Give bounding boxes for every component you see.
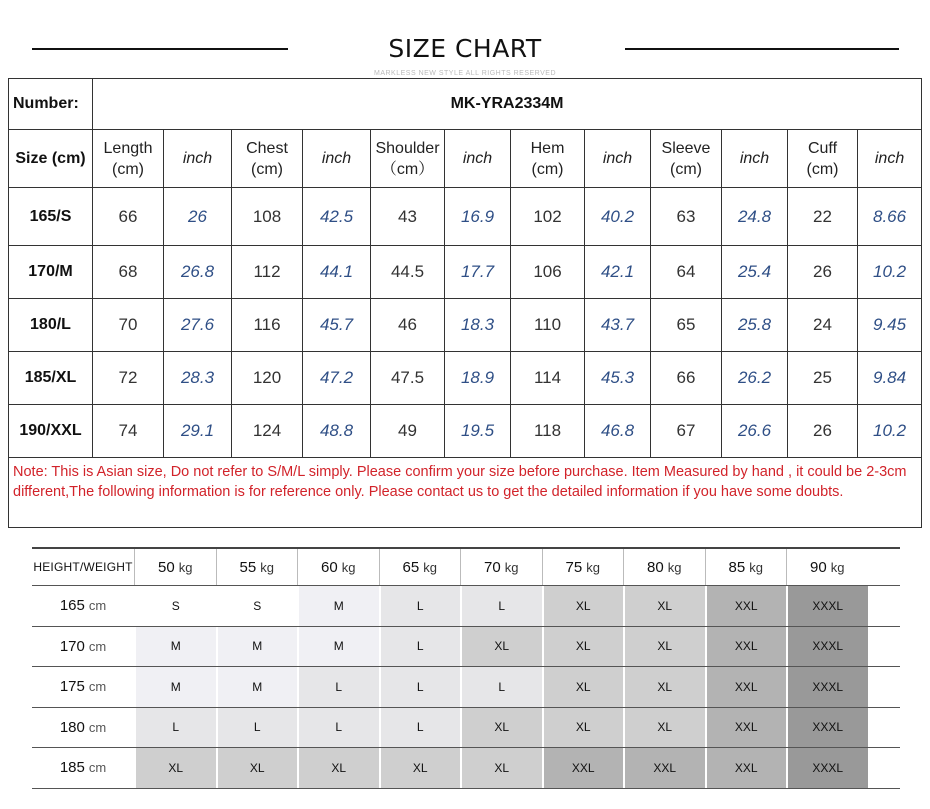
inch-header: inch <box>585 130 651 188</box>
height-row <box>32 708 868 748</box>
inch-value: 26.8 <box>164 246 232 299</box>
size-cell: XXL <box>705 667 787 707</box>
size-cell: M <box>134 667 216 707</box>
title-rule-left <box>32 48 288 50</box>
inch-value: 27.6 <box>164 299 232 352</box>
size-cell: XL <box>623 586 705 626</box>
column-header: Hem (cm) <box>511 130 585 188</box>
size-row <box>9 405 922 458</box>
size-cell: L <box>379 667 461 707</box>
weight-value: 55 <box>239 558 257 576</box>
height-value: 185 <box>59 759 85 777</box>
inch-value: 17.7 <box>445 246 511 299</box>
cm-value: 124 <box>232 405 303 458</box>
inch-value: 45.7 <box>303 299 371 352</box>
size-cell: L <box>134 708 216 748</box>
height-row <box>32 586 868 626</box>
weight-value: 75 <box>565 558 583 576</box>
size-cell: XL <box>216 748 298 788</box>
weight-header <box>786 549 868 585</box>
height-unit: cm <box>88 638 107 654</box>
column-header: Sleeve (cm) <box>651 130 722 188</box>
size-cell: L <box>379 627 461 667</box>
cm-value: 102 <box>511 188 585 246</box>
inch-value: 18.3 <box>445 299 511 352</box>
inch-value: 48.8 <box>303 405 371 458</box>
size-row <box>9 188 922 246</box>
inch-header: inch <box>445 130 511 188</box>
page-title: SIZE CHART <box>388 34 542 63</box>
size-cell: L <box>297 708 379 748</box>
size-cell: XL <box>542 586 624 626</box>
height-label <box>32 708 134 748</box>
size-row <box>9 352 922 405</box>
size-cell: L <box>297 667 379 707</box>
cm-value: 67 <box>651 405 722 458</box>
cm-value: 65 <box>651 299 722 352</box>
inch-value: 9.84 <box>858 352 922 405</box>
size-cell: XL <box>379 748 461 788</box>
height-value: 165 <box>59 597 85 615</box>
size-cell: XXXL <box>786 748 868 788</box>
height-label <box>32 748 134 788</box>
height-value: 180 <box>59 718 85 736</box>
inch-header: inch <box>722 130 788 188</box>
inch-value: 26 <box>164 188 232 246</box>
inch-value: 28.3 <box>164 352 232 405</box>
size-cell: XL <box>460 748 542 788</box>
cm-value: 64 <box>651 246 722 299</box>
size-cell: XXXL <box>786 708 868 748</box>
cm-value: 49 <box>371 405 445 458</box>
size-cell: XXXL <box>786 586 868 626</box>
size-label: Size (cm) <box>9 130 93 188</box>
inch-value: 46.8 <box>585 405 651 458</box>
inch-value: 25.8 <box>722 299 788 352</box>
column-header: Length (cm) <box>93 130 164 188</box>
size-cell: XL <box>542 667 624 707</box>
size-name: 185/XL <box>9 352 93 405</box>
column-header: Shoulder （cm） <box>371 130 445 188</box>
height-value: 175 <box>59 678 85 696</box>
size-cell: XXXL <box>786 667 868 707</box>
height-label <box>32 667 134 707</box>
cm-value: 110 <box>511 299 585 352</box>
size-cell: L <box>216 708 298 748</box>
size-cell: M <box>297 627 379 667</box>
size-cell: XL <box>460 708 542 748</box>
cm-value: 24 <box>788 299 858 352</box>
size-cell: XXL <box>542 748 624 788</box>
weight-unit: kg <box>749 559 763 575</box>
inch-value: 19.5 <box>445 405 511 458</box>
height-label <box>32 627 134 667</box>
height-unit: cm <box>88 760 107 776</box>
weight-header-row <box>32 549 868 585</box>
height-unit: cm <box>88 598 107 614</box>
inch-value: 43.7 <box>585 299 651 352</box>
size-cell: XL <box>542 708 624 748</box>
inch-value: 9.45 <box>858 299 922 352</box>
number-label: Number: <box>9 79 93 130</box>
size-cell: XL <box>134 748 216 788</box>
size-cell: XL <box>297 748 379 788</box>
weight-unit: kg <box>667 559 682 575</box>
inch-value: 18.9 <box>445 352 511 405</box>
height-value: 170 <box>59 637 85 655</box>
size-cell: XXL <box>705 627 787 667</box>
weight-header <box>379 549 461 585</box>
weight-value: 70 <box>484 558 501 576</box>
size-cell: L <box>460 586 542 626</box>
cm-value: 25 <box>788 352 858 405</box>
cm-value: 114 <box>511 352 585 405</box>
inch-value: 42.1 <box>585 246 651 299</box>
cm-value: 47.5 <box>371 352 445 405</box>
model-row <box>9 79 922 130</box>
chart-bottom-rule <box>32 788 900 789</box>
title-rule-right <box>625 48 899 50</box>
inch-value: 10.2 <box>858 405 922 458</box>
size-cell: XXXL <box>786 627 868 667</box>
height-row <box>32 667 868 707</box>
size-cell: XXL <box>705 708 787 748</box>
weight-unit: kg <box>260 559 274 575</box>
cm-value: 68 <box>93 246 164 299</box>
size-cell: M <box>216 627 298 667</box>
weight-unit: kg <box>178 559 193 575</box>
inch-value: 26.2 <box>722 352 788 405</box>
inch-value: 8.66 <box>858 188 922 246</box>
weight-value: 60 <box>321 558 338 576</box>
inch-value: 10.2 <box>858 246 922 299</box>
height-unit: cm <box>88 679 107 695</box>
cm-value: 66 <box>93 188 164 246</box>
weight-unit: kg <box>341 559 356 575</box>
cm-value: 120 <box>232 352 303 405</box>
height-label <box>32 586 134 626</box>
cm-value: 74 <box>93 405 164 458</box>
size-row <box>9 246 922 299</box>
inch-value: 29.1 <box>164 405 232 458</box>
size-cell: XL <box>623 627 705 667</box>
cm-value: 108 <box>232 188 303 246</box>
inch-header: inch <box>858 130 922 188</box>
size-row <box>9 299 922 352</box>
weight-unit: kg <box>504 559 519 575</box>
inch-value: 45.3 <box>585 352 651 405</box>
cm-value: 118 <box>511 405 585 458</box>
header-row <box>9 130 922 188</box>
size-cell: XXL <box>623 748 705 788</box>
weight-header <box>705 549 787 585</box>
cm-value: 112 <box>232 246 303 299</box>
weight-value: 50 <box>158 558 175 576</box>
size-cell: XL <box>623 708 705 748</box>
cm-value: 22 <box>788 188 858 246</box>
weight-unit: kg <box>830 559 845 575</box>
size-name: 190/XXL <box>9 405 93 458</box>
height-row <box>32 748 868 788</box>
cm-value: 72 <box>93 352 164 405</box>
size-table <box>8 78 922 528</box>
inch-value: 47.2 <box>303 352 371 405</box>
inch-value: 44.1 <box>303 246 371 299</box>
weight-header <box>623 549 705 585</box>
height-row <box>32 627 868 667</box>
weight-value: 80 <box>647 558 664 576</box>
inch-value: 24.8 <box>722 188 788 246</box>
size-name: 170/M <box>9 246 93 299</box>
cm-value: 66 <box>651 352 722 405</box>
size-cell: S <box>216 586 298 626</box>
size-cell: M <box>297 586 379 626</box>
watermark-text: MARKLESS NEW STYLE ALL RIGHTS RESERVED <box>374 70 556 77</box>
inch-header: inch <box>164 130 232 188</box>
weight-value: 90 <box>810 558 827 576</box>
size-cell: L <box>460 667 542 707</box>
size-cell: XXL <box>705 748 787 788</box>
inch-value: 26.6 <box>722 405 788 458</box>
cm-value: 26 <box>788 246 858 299</box>
weight-unit: kg <box>423 559 437 575</box>
size-cell: L <box>379 586 461 626</box>
column-header: Cuff (cm) <box>788 130 858 188</box>
height-weight-label: HEIGHT/WEIGHT <box>33 560 133 574</box>
cm-value: 106 <box>511 246 585 299</box>
weight-value: 65 <box>402 558 420 576</box>
weight-header <box>134 549 216 585</box>
size-cell: L <box>379 708 461 748</box>
cm-value: 46 <box>371 299 445 352</box>
size-name: 180/L <box>9 299 93 352</box>
size-note: Note: This is Asian size, Do not refer to S/M/L simply. Please confirm your size before purchase. Item Measured by hand , it could be 2-3cm different,The following information is for reference only. Please contact us to get the detailed information if you have some doubts. <box>9 458 922 528</box>
size-cell: XL <box>623 667 705 707</box>
size-cell: M <box>134 627 216 667</box>
column-header: Chest (cm) <box>232 130 303 188</box>
size-cell: XXL <box>705 586 787 626</box>
size-name: 165/S <box>9 188 93 246</box>
inch-value: 25.4 <box>722 246 788 299</box>
weight-header <box>216 549 298 585</box>
model-number: MK-YRA2334M <box>93 79 922 130</box>
weight-header <box>542 549 624 585</box>
size-cell: M <box>216 667 298 707</box>
weight-unit: kg <box>586 559 600 575</box>
cm-value: 116 <box>232 299 303 352</box>
weight-header <box>460 549 542 585</box>
cm-value: 26 <box>788 405 858 458</box>
inch-value: 16.9 <box>445 188 511 246</box>
size-cell: XL <box>460 627 542 667</box>
cm-value: 43 <box>371 188 445 246</box>
note-row <box>9 458 922 528</box>
inch-value: 42.5 <box>303 188 371 246</box>
inch-header: inch <box>303 130 371 188</box>
inch-value: 40.2 <box>585 188 651 246</box>
size-cell: XL <box>542 627 624 667</box>
weight-header <box>297 549 379 585</box>
cm-value: 70 <box>93 299 164 352</box>
weight-value: 85 <box>728 558 746 576</box>
size-cell: S <box>134 586 216 626</box>
cm-value: 44.5 <box>371 246 445 299</box>
cm-value: 63 <box>651 188 722 246</box>
height-unit: cm <box>88 719 107 735</box>
